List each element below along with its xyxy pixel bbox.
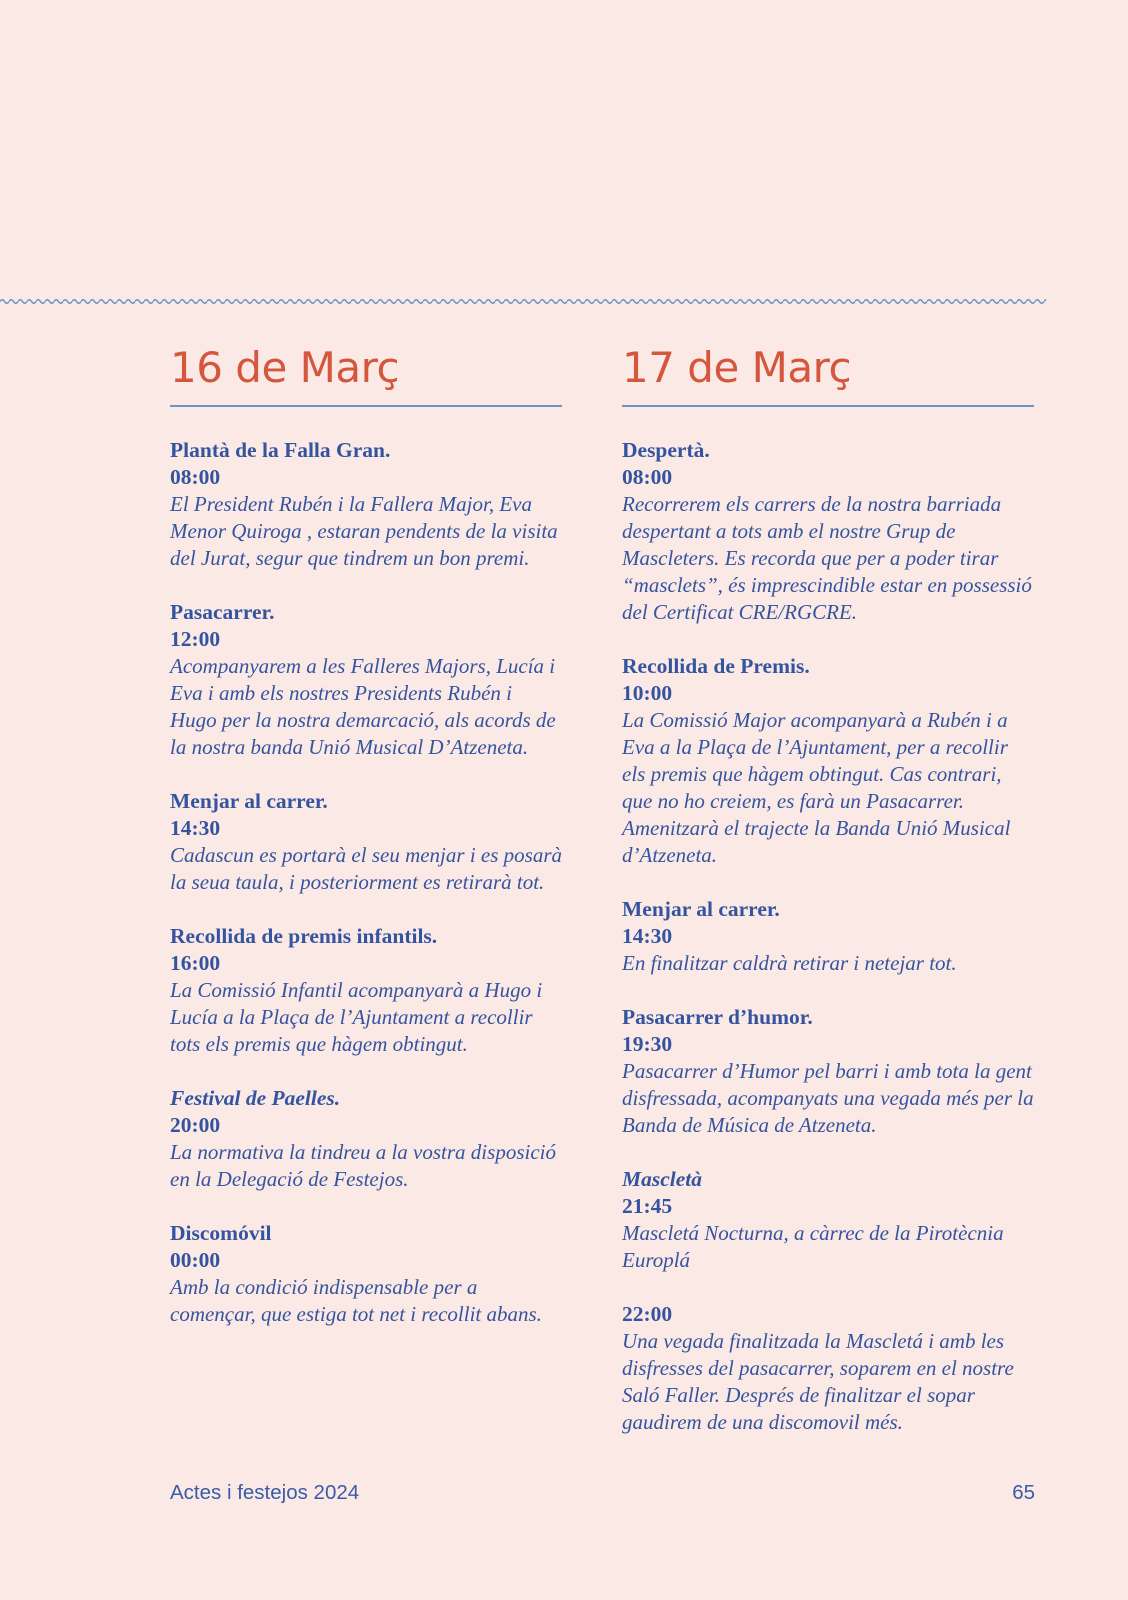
event-description: La Comissió Infantil acompanyarà a Hugo i Lucía a la Plaça de l’Ajuntament a recollir tots els premis que hàgem obtingut. bbox=[170, 978, 543, 1056]
event-title: Despertà. bbox=[622, 438, 710, 462]
event-time: 14:30 bbox=[622, 924, 673, 948]
event-time: 21:45 bbox=[622, 1194, 673, 1218]
footer-booklet-title: Actes i festejos 2024 bbox=[170, 1481, 360, 1504]
day-title: 16 de Març bbox=[170, 343, 400, 392]
event-description: La normativa la tindreu a la vostra disposició en la Delegació de Festejos. bbox=[170, 1140, 556, 1191]
event-time: 20:00 bbox=[170, 1113, 221, 1137]
event-title: Menjar al carrer. bbox=[170, 789, 328, 813]
day-column-16-marc bbox=[170, 344, 562, 1463]
page-number: 65 bbox=[1012, 1481, 1035, 1504]
event-description: En finalitzar caldrà retirar i netejar tot. bbox=[622, 951, 957, 975]
event bbox=[170, 788, 562, 896]
page-footer bbox=[170, 1481, 1035, 1505]
event bbox=[622, 1301, 1034, 1436]
event-description: Amb la condició indispensable per a començar, que estiga tot net i recollit abans. bbox=[170, 1275, 542, 1326]
event bbox=[170, 1220, 562, 1328]
event-title: Recollida de premis infantils. bbox=[170, 924, 438, 948]
event-description: Una vegada finalitzada la Mascletá i amb les disfresses del pasacarrer, soparem en el nostre Saló Faller. Després de finalitzar el sopar gaudirem de una discomovil més. bbox=[622, 1329, 1014, 1434]
event-time: 19:30 bbox=[622, 1032, 673, 1056]
event-title: Mascletà bbox=[622, 1167, 703, 1191]
event-title: Menjar al carrer. bbox=[622, 897, 780, 921]
event bbox=[622, 437, 1034, 626]
event-time: 08:00 bbox=[170, 465, 221, 489]
event bbox=[170, 1085, 562, 1193]
event-description: Cadascun es portarà el seu menjar i es posarà la seua taula, i posteriorment es retirarà tot. bbox=[170, 843, 562, 894]
event-time: 14:30 bbox=[170, 816, 221, 840]
event-title: Pasacarrer. bbox=[170, 600, 275, 624]
wavy-divider bbox=[0, 297, 1046, 306]
event bbox=[622, 1166, 1034, 1274]
event-title: Pasacarrer d’humor. bbox=[622, 1005, 813, 1029]
event-title: Festival de Paelles. bbox=[170, 1086, 341, 1110]
event-time: 22:00 bbox=[622, 1302, 673, 1326]
event-title: Plantà de la Falla Gran. bbox=[170, 438, 391, 462]
event bbox=[170, 599, 562, 761]
event-description: El President Rubén i la Fallera Major, Eva Menor Quiroga , estaran pendents de la visita del Jurat, segur que tindrem un bon premi. bbox=[170, 492, 558, 570]
day-column-17-marc bbox=[622, 344, 1034, 1463]
event-time: 00:00 bbox=[170, 1248, 221, 1272]
event-time: 08:00 bbox=[622, 465, 673, 489]
event bbox=[170, 923, 562, 1058]
day-title: 17 de Març bbox=[622, 343, 852, 392]
event bbox=[622, 896, 1034, 977]
event-time: 10:00 bbox=[622, 681, 673, 705]
event-list bbox=[622, 407, 1034, 1436]
event bbox=[622, 1004, 1034, 1139]
event-time: 12:00 bbox=[170, 627, 221, 651]
event-description: Pasacarrer d’Humor pel barri i amb tota la gent disfressada, acompanyats una vegada més per la Banda de Música de Atzeneta. bbox=[622, 1059, 1034, 1137]
event-title: Recollida de Premis. bbox=[622, 654, 810, 678]
event-description: Acompanyarem a les Falleres Majors, Lucía i Eva i amb els nostres Presidents Rubén i Hugo per la nostra demarcació, als acords de la nostra banda Unió Musical D’Atzeneta. bbox=[170, 654, 556, 759]
event-description: La Comissió Major acompanyarà a Rubén i a Eva a la Plaça de l’Ajuntament, per a recollir els premis que hàgem obtingut. Cas contrari, que no ho creiem, es farà un Pasacarrer. Amenitzarà el trajecte la Banda Unió Musical d’Atzeneta. bbox=[622, 708, 1011, 867]
event-title: Discomóvil bbox=[170, 1221, 272, 1245]
event bbox=[622, 653, 1034, 869]
schedule-columns bbox=[170, 344, 1034, 1463]
event bbox=[170, 437, 562, 572]
event-description: Mascletá Nocturna, a càrrec de la Pirotècnia Europlá bbox=[622, 1221, 1004, 1272]
event-description: Recorrerem els carrers de la nostra barriada despertant a tots amb el nostre Grup de Mascleters. Es recorda que per a poder tirar “masclets”, és imprescindible estar en possessió del Certificat CRE/RGCRE. bbox=[622, 492, 1032, 624]
event-time: 16:00 bbox=[170, 951, 221, 975]
event-list bbox=[170, 407, 562, 1328]
